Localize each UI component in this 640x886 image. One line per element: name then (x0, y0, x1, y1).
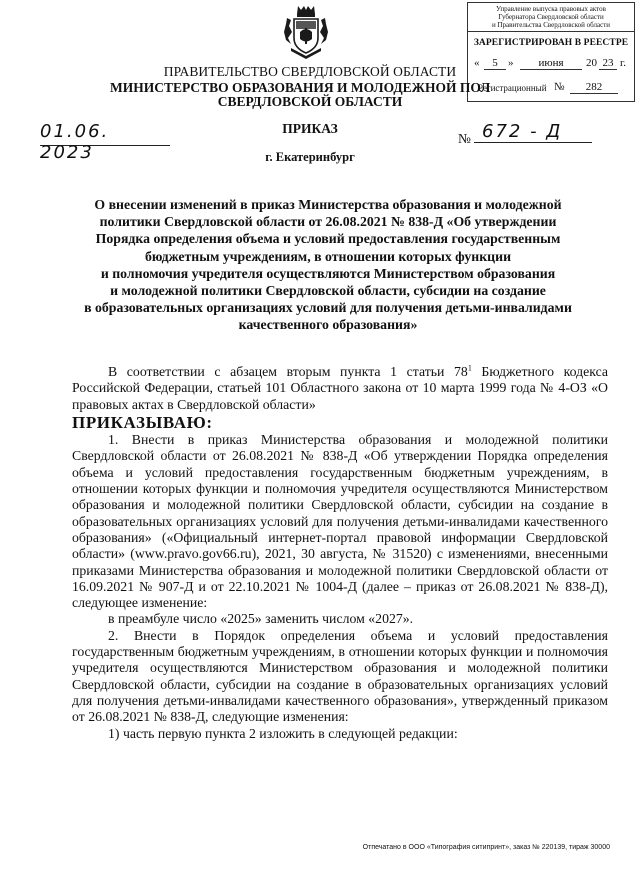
handwritten-date: 01.06. 2023 (40, 121, 170, 146)
document-type: ПРИКАЗ (282, 121, 338, 136)
ministry-name-line1: МИНИСТЕРСТВО ОБРАЗОВАНИЯ И МОЛОДЕЖНОЙ ПОЛ (110, 80, 491, 95)
intro-paragraph (72, 364, 608, 413)
title-line: качественного образования» (238, 317, 418, 333)
item-2: 2. Внести в Порядок определения объема и условий предоставления государственным бюджетным учреждениям, в отношении которых функции и полномочия учредителя осуществляются Министерством образования и молодежной политики Свердловской области, субсидии на создание в образовательных организациях условий для получения детьми-инвалидами качественного образования», утвержденный приказом от 26.08.2021 № 838-Д, следующие изменения: (72, 627, 608, 725)
document-body (72, 364, 608, 742)
title-line: бюджетным учреждениям, в отношении которых функции (144, 248, 512, 264)
stamp-day: 5 (484, 57, 506, 70)
title-line: О внесении изменений в приказ Министерства образования и молодежной (94, 197, 562, 212)
item-1: 1. Внести в приказ Министерства образования и молодежной политики Свердловской области от 26.08.2021 № 838-Д «Об утверждении Порядка определения объема и условий предоставления государственным бюджетным учреждениям, в отношении которых функции и полномочия учредителя осуществляются Министерством образования и молодежной политики Свердловской области, субсидии на создание в образовательных организациях условий для получения детьми-инвалидами качественного образования» («Официальный интернет-портал правовой информации Свердловской области» (www.pravo.gov66.ru), 2021, 30 августа, № 31520) с изменениями, внесенными приказами Министерства образования и молодежной политики Свердловской области от 16.09.2021 № 907-Д и от 22.10.2021 № 1004-Д (далее – приказ от 26.08.2021 № 838-Д), следующее изменение: (72, 432, 608, 611)
stamp-reg-label: Регистрационный (478, 83, 547, 93)
city: г. Екатеринбург (265, 150, 355, 164)
number-sign: № (458, 131, 471, 146)
stamp-header-line: и Правительства Свердловской области (491, 21, 611, 29)
handwritten-order-number: 672 - Д (474, 121, 592, 143)
title-line: в образовательных организациях условий для получения детьми-инвалидами (84, 300, 572, 316)
coat-of-arms-icon (283, 4, 329, 60)
printer-footer: Отпечатано в ООО «Типография ситипринт», заказ № 220139, тираж 30000 (362, 844, 610, 851)
intro-text: В соответствии с абзацем вторым пункта 1 статьи 78 (108, 364, 468, 379)
stamp-registered-label: ЗАРЕГИСТРИРОВАН В РЕЕСТРЕ (473, 38, 629, 48)
stamp-year-suffix: 23 (599, 57, 617, 70)
stamp-reg-no-sign: № (554, 81, 565, 93)
stamp-header (468, 3, 634, 32)
decree-heading: ПРИКАЗЫВАЮ: (72, 412, 213, 432)
stamp-header-line: Губернатора Свердловской области (498, 13, 604, 21)
stamp-year-abbr: г. (620, 57, 627, 69)
article-superscript: 1 (467, 363, 472, 373)
title-line: политики Свердловской области от 26.08.2021 № 838-Д «Об утверждении (99, 214, 557, 230)
ministry-name-line2: СВЕРДЛОВСКОЙ ОБЛАСТИ (217, 94, 403, 109)
stamp-header-line: Управление выпуска правовых актов (496, 5, 606, 13)
item-1-sub: в преамбуле число «2025» заменить числом «2027». (108, 611, 414, 627)
order-number (458, 121, 596, 147)
stamp-quote-close: » (508, 57, 514, 69)
stamp-year-prefix: 20 (586, 57, 597, 69)
title-line: Порядка определения объема и условий предоставления государственным (95, 231, 561, 247)
intro-text-cont: Бюджетного кодекса Российской Федерации, статьей 101 Областного закона от 10 марта 1999 года № 4-ОЗ «О правовых актах в Свердловской области» (72, 364, 608, 412)
title-line: и полномочия учредителя осуществляются Министерством образования (100, 265, 556, 281)
title-line: и молодежной политики Свердловской области, субсидии на создание (110, 283, 546, 299)
stamp-reg-number: 282 (570, 81, 618, 94)
stamp-month: июня (520, 57, 582, 70)
stamp-quote-open: « (474, 57, 480, 69)
item-2-sub-1: 1) часть первую пункта 2 изложить в следующей редакции: (108, 725, 458, 741)
government-name: ПРАВИТЕЛЬСТВО СВЕРДЛОВСКОЙ ОБЛАСТИ (163, 64, 457, 79)
document-title (48, 196, 608, 334)
